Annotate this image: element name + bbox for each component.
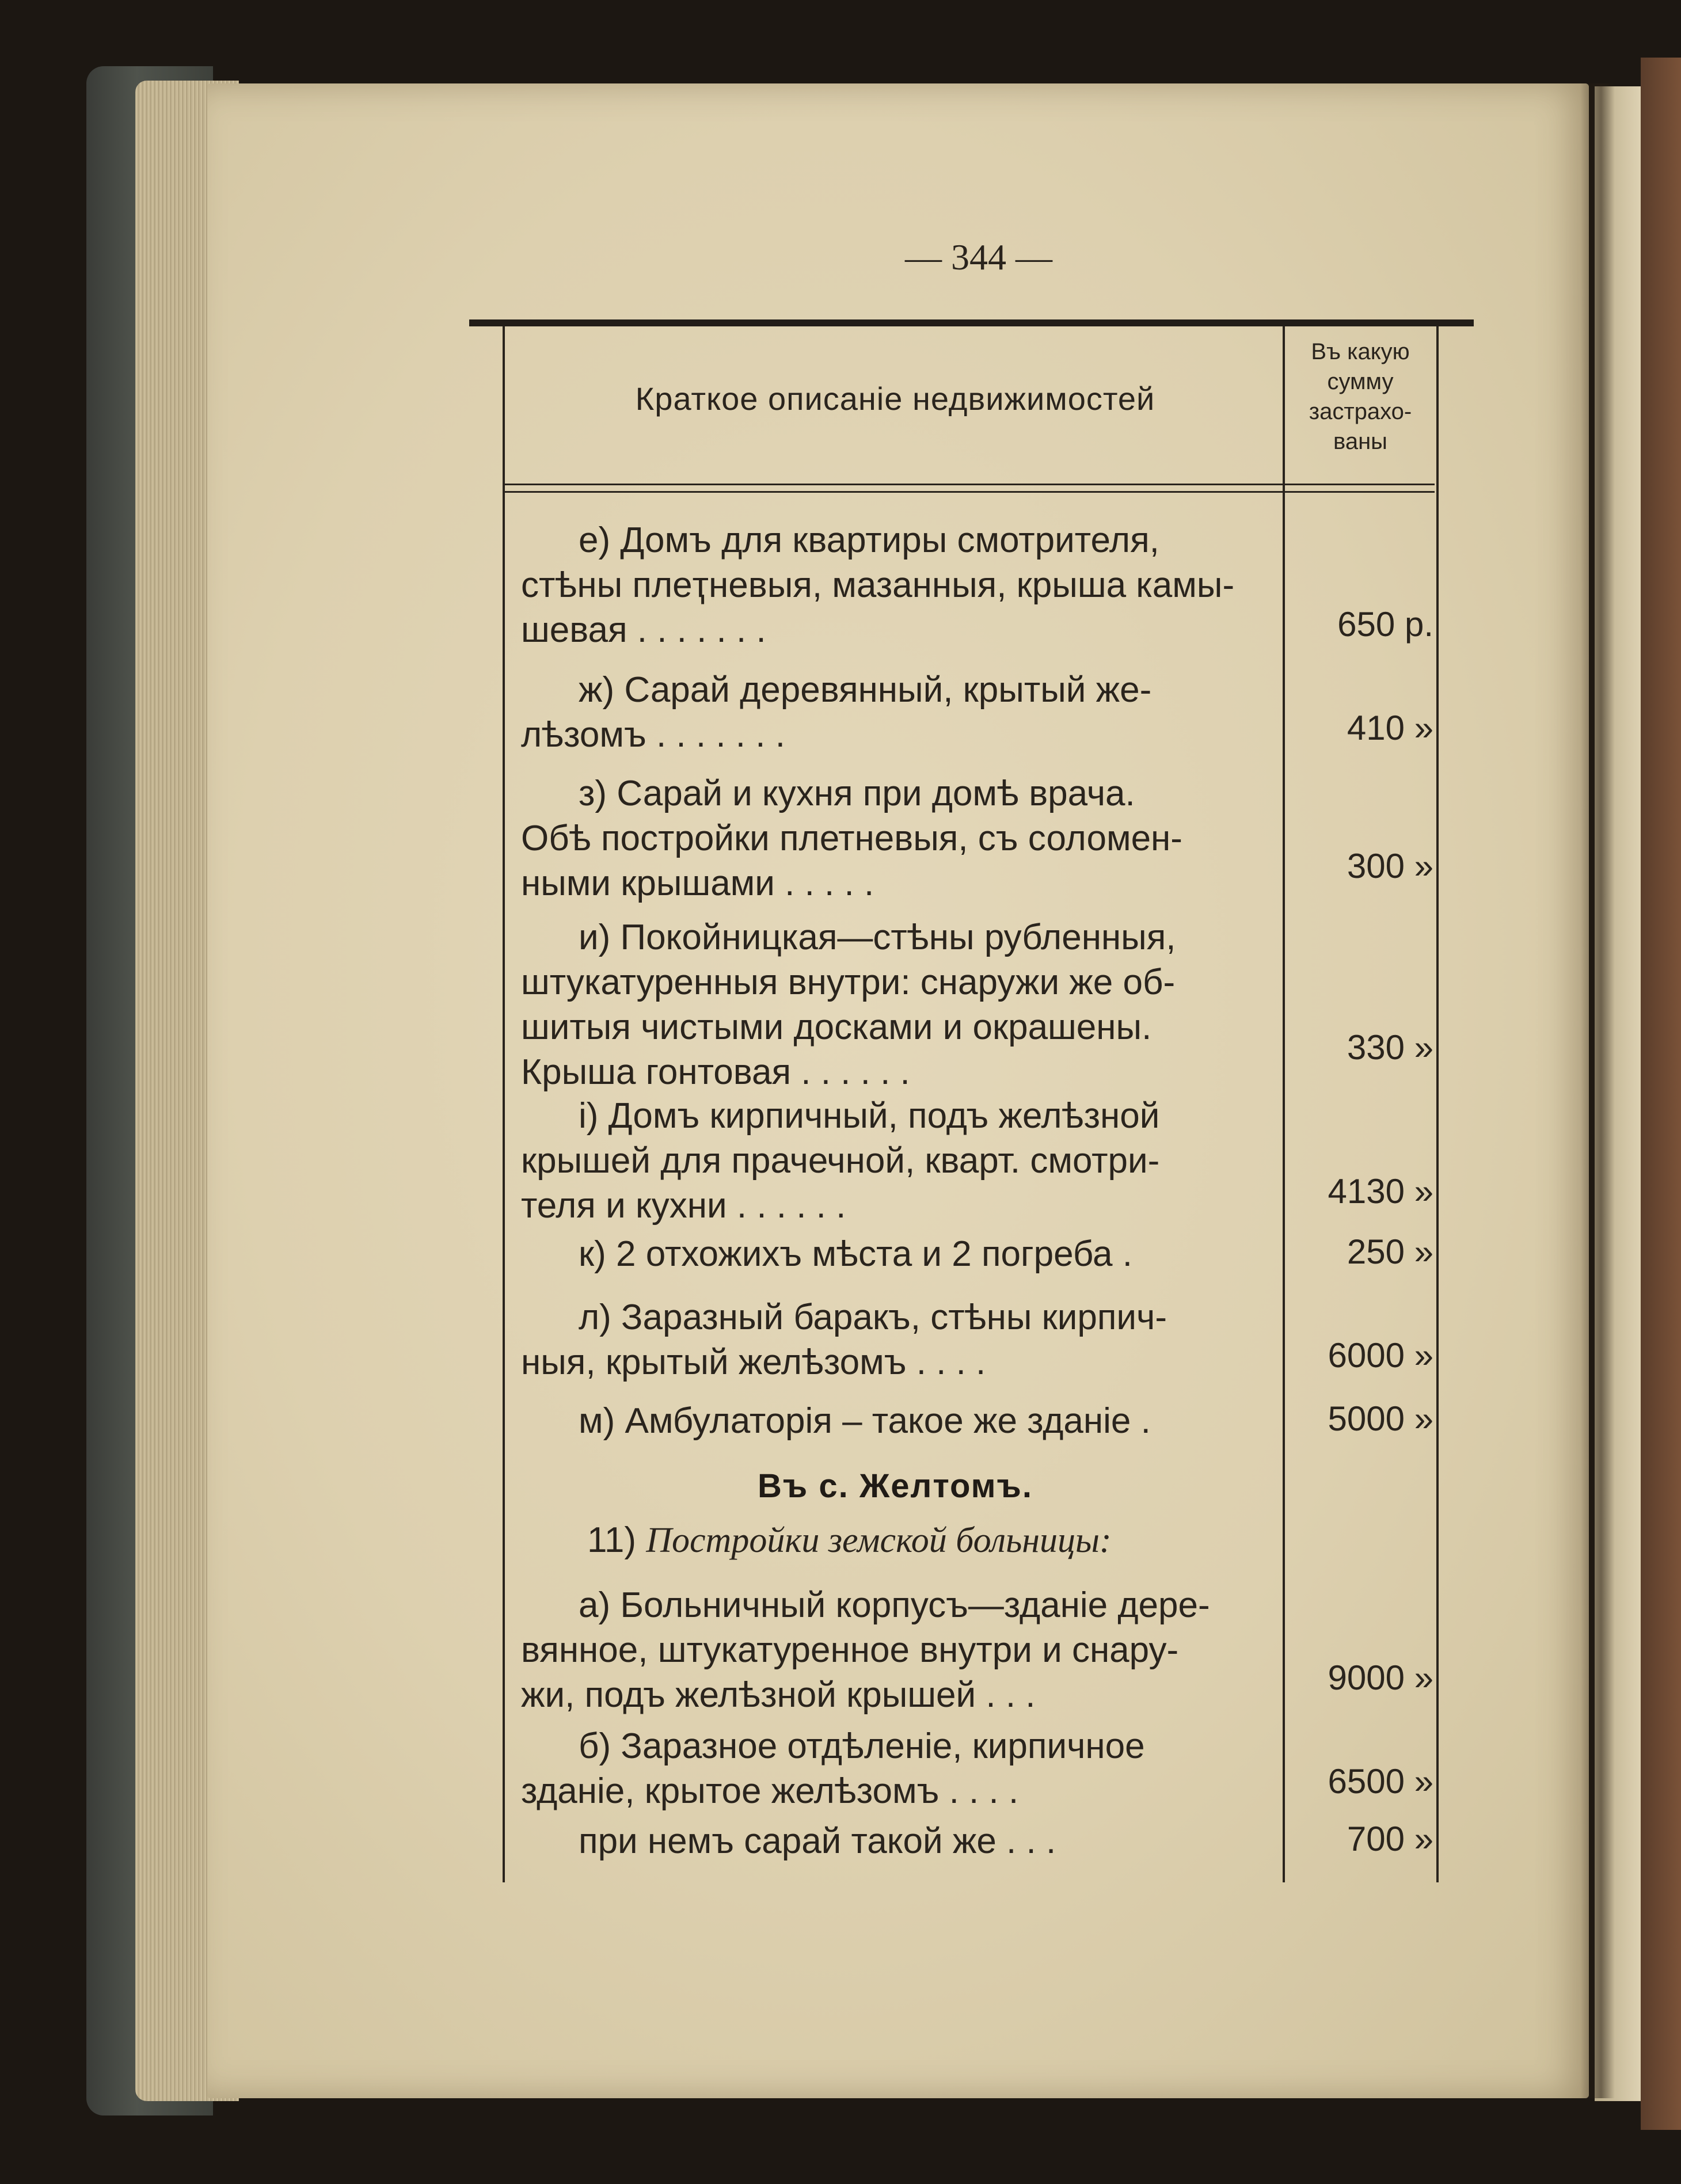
amount-zh: 410 » [1347, 709, 1433, 747]
amount-a: 9000 » [1328, 1658, 1433, 1697]
entry-a [521, 1583, 1269, 1718]
entry-line: ныя, крытый желѣзомъ . . . . [521, 1342, 986, 1382]
entry-line: і) Домъ кирпичный, подъ желѣзной [579, 1096, 1160, 1136]
entry-line: жи, подъ желѣзной крышей . . . [521, 1675, 1036, 1715]
column-header-description: Краткое описаніе недвижимостей [635, 381, 1155, 417]
amount-b: 6500 » [1328, 1762, 1433, 1801]
spine-shadow [1580, 83, 1615, 2098]
entry-zh [521, 668, 1269, 758]
right-cover-edge [1641, 58, 1681, 2130]
entry-line: и) Покойницкая—стѣны рубленныя, [579, 918, 1176, 957]
entry-line: лѣзомъ . . . . . . . [521, 715, 785, 755]
amount-k: 250 » [1347, 1232, 1433, 1271]
entry-line: м) Амбулаторія – такое же зданіе . [579, 1401, 1151, 1441]
entry-z [521, 771, 1269, 906]
entry-i-dot [521, 1094, 1269, 1228]
subsection-title: Постройки земской больницы: [646, 1521, 1112, 1560]
entry-l [521, 1295, 1269, 1385]
entry-line: вянное, штукатуренное внутри и снару- [521, 1630, 1179, 1670]
entry-line: а) Больничный корпусъ—зданіе дере- [579, 1585, 1210, 1625]
entry-line: Крыша гонтовая . . . . . . [521, 1052, 910, 1092]
table-column-divider [1283, 326, 1285, 1882]
amount-i: 330 » [1347, 1028, 1433, 1067]
entry-line: шевая . . . . . . . [521, 610, 766, 650]
entry-line: штукатуренныя внутри: снаружи же об- [521, 962, 1176, 1002]
entry-line: шитыя чистыми досками и окрашены. [521, 1007, 1152, 1047]
entry-line: е) Домъ для квартиры смотрителя, [579, 520, 1159, 560]
entry-line: крышей для прачечной, кварт. смотри- [521, 1141, 1160, 1181]
entry-e [521, 518, 1269, 653]
entry-line: при немъ сарай такой же . . . [579, 1821, 1056, 1861]
amount-z: 300 » [1347, 847, 1433, 885]
amount-shed: 700 » [1347, 1820, 1433, 1858]
column-header-sum-line: застрахо- [1309, 399, 1412, 424]
header-double-rule [505, 484, 1435, 493]
subsection-heading [587, 1520, 1278, 1561]
entry-line: стѣны плеҭневыя, мазанныя, крыша камы- [521, 565, 1235, 605]
entry-line: б) Заразное отдѣленіе, кирпичное [579, 1726, 1145, 1766]
page-number: — 344 — [905, 237, 1052, 277]
column-header-sum-line: Въ какую [1311, 339, 1410, 364]
entry-line: ными крышами . . . . . [521, 863, 874, 903]
entry-m [521, 1399, 1269, 1444]
entry-b [521, 1724, 1269, 1814]
column-header-sum [1285, 337, 1436, 456]
subsection-number: 11) [587, 1520, 637, 1560]
entry-line: ж) Сарай деревянный, крытый же- [579, 670, 1152, 710]
entry-line: зданіе, крытое желѣзомъ . . . . [521, 1771, 1019, 1811]
entry-line: теля и кухни . . . . . . [521, 1186, 846, 1226]
table-left-border [503, 326, 505, 1882]
column-header-sum-line: ваны [1333, 429, 1387, 454]
column-header-sum-line: сумму [1327, 369, 1394, 394]
entry-i [521, 915, 1269, 1095]
amount-l: 6000 » [1328, 1336, 1433, 1375]
section-title: Въ с. Желтомъ. [758, 1467, 1033, 1505]
amount-i-dot: 4130 » [1328, 1172, 1433, 1211]
table-top-rule [469, 319, 1474, 326]
amount-e: 650 р. [1337, 605, 1433, 644]
entry-shed [521, 1819, 1269, 1864]
entry-line: Обѣ постройки плетневыя, съ соломен- [521, 819, 1182, 858]
table-right-border [1436, 326, 1439, 1882]
entry-line: з) Сарай и кухня при домѣ врача. [579, 774, 1135, 813]
entry-k [521, 1232, 1269, 1277]
amount-m: 5000 » [1328, 1399, 1433, 1438]
entry-line: л) Заразный баракъ, стѣны кирпич- [579, 1298, 1167, 1337]
entry-line: к) 2 отхожихъ мѣста и 2 погреба . [579, 1234, 1132, 1274]
